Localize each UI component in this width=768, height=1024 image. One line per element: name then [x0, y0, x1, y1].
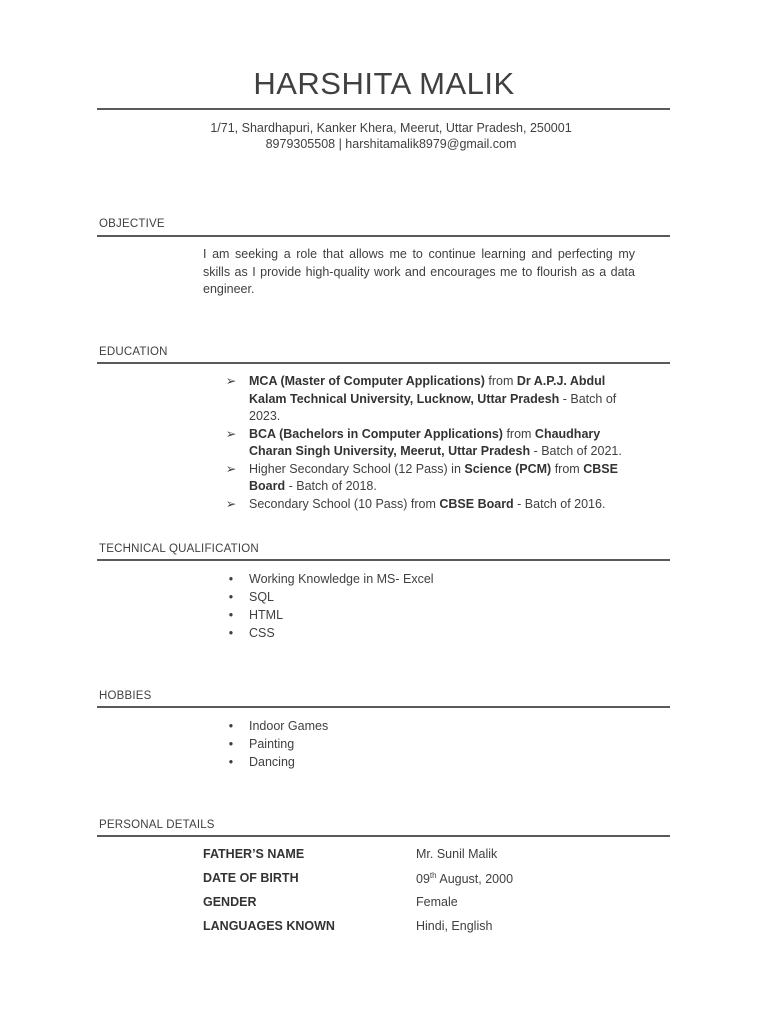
technical-item-label: Working Knowledge in MS- Excel — [249, 572, 434, 586]
bullet-icon: • — [228, 737, 234, 751]
gender-label: GENDER — [203, 895, 257, 909]
hobbies-heading: HOBBIES — [99, 690, 152, 702]
education-text: - Batch of 2016. — [513, 496, 606, 511]
bullet-icon: • — [228, 755, 234, 769]
technical-item — [224, 624, 644, 642]
bullet-icon: • — [228, 590, 234, 604]
education-item — [224, 373, 635, 426]
hobby-item-label: Painting — [249, 737, 295, 751]
education-item — [224, 496, 635, 514]
education-heading: EDUCATION — [99, 346, 168, 358]
arrow-bullet-icon: ➢ — [225, 496, 237, 511]
arrow-bullet-icon: ➢ — [225, 426, 237, 441]
education-text: - Batch of 2018. — [285, 479, 377, 493]
education-list — [224, 373, 644, 513]
technical-heading: TECHNICAL QUALIFICATION — [99, 543, 259, 555]
hobby-item — [224, 753, 644, 771]
bullet-icon: • — [228, 572, 234, 586]
dob-day: 09 — [416, 872, 430, 887]
education-item — [224, 426, 635, 461]
personal-heading: PERSONAL DETAILS — [99, 819, 215, 831]
technical-item — [224, 570, 644, 588]
education-text: - Batch of 2021. — [530, 444, 622, 458]
arrow-bullet-icon: ➢ — [225, 374, 237, 388]
education-text: Secondary School (10 Pass) from — [249, 496, 440, 511]
hobby-item — [224, 717, 644, 735]
dob-label: DATE OF BIRTH — [203, 871, 299, 885]
education-text: - Batch of 2023. — [249, 391, 617, 423]
education-bold-text: BCA (Bachelors in Computer Applications) — [249, 426, 503, 441]
dob-value — [416, 871, 513, 886]
education-text: Higher Secondary School (12 Pass) in — [249, 461, 465, 476]
education-text: from — [551, 461, 584, 476]
education-bold-text: Chaudhary Charan Singh University, Meerut, Uttar Pradesh — [249, 426, 601, 458]
technical-item-label: CSS — [249, 626, 275, 640]
gender-value: Female — [416, 895, 458, 909]
technical-divider — [97, 559, 670, 561]
education-bold-text: Dr A.P.J. Abdul Kalam Technical University, Lucknow, Uttar Pradesh — [249, 374, 606, 406]
candidate-name: HARSHITA MALIK — [253, 66, 515, 101]
objective-text: I am seeking a role that allows me to continue learning and perfecting my skills as I provide high-quality work and encourages me to flourish as a data engineer. — [203, 247, 635, 296]
header-divider — [97, 108, 670, 110]
fathers-name-value: Mr. Sunil Malik — [416, 847, 498, 861]
dob-rest: August, 2000 — [436, 872, 514, 887]
bullet-icon: • — [228, 626, 234, 640]
address: 1/71, Shardhapuri, Kanker Khera, Meerut, Uttar Pradesh, 250001 — [210, 121, 572, 135]
languages-label: LANGUAGES KNOWN — [203, 919, 335, 933]
education-item — [224, 461, 635, 496]
hobby-item-label: Dancing — [249, 755, 295, 769]
education-text: from — [484, 374, 517, 388]
hobby-item — [224, 735, 644, 753]
education-bold-text: CBSE Board — [249, 461, 618, 493]
technical-item-label: SQL — [249, 590, 275, 604]
phone-email: 8979305508 | harshitamalik8979@gmail.com — [265, 137, 517, 151]
technical-list — [224, 570, 644, 642]
languages-value: Hindi, English — [416, 919, 493, 933]
personal-divider — [97, 835, 670, 837]
fathers-name-label: FATHER’S NAME — [203, 847, 305, 861]
technical-item-label: HTML — [249, 608, 284, 622]
arrow-bullet-icon: ➢ — [225, 461, 237, 476]
technical-item — [224, 606, 644, 624]
objective-heading: OBJECTIVE — [99, 218, 165, 230]
dob-suffix: th — [429, 871, 437, 880]
hobbies-list — [224, 717, 644, 771]
education-bold-text: CBSE Board — [439, 496, 514, 511]
hobbies-divider — [97, 706, 670, 708]
technical-item — [224, 588, 644, 606]
objective-divider — [97, 235, 670, 237]
bullet-icon: • — [228, 719, 234, 733]
bullet-icon: • — [228, 608, 234, 622]
education-bold-text: Science (PCM) — [464, 461, 552, 476]
education-bold-text: MCA (Master of Computer Applications) — [249, 374, 485, 388]
hobby-item-label: Indoor Games — [249, 719, 329, 733]
education-divider — [97, 362, 670, 364]
education-text: from — [502, 426, 535, 441]
